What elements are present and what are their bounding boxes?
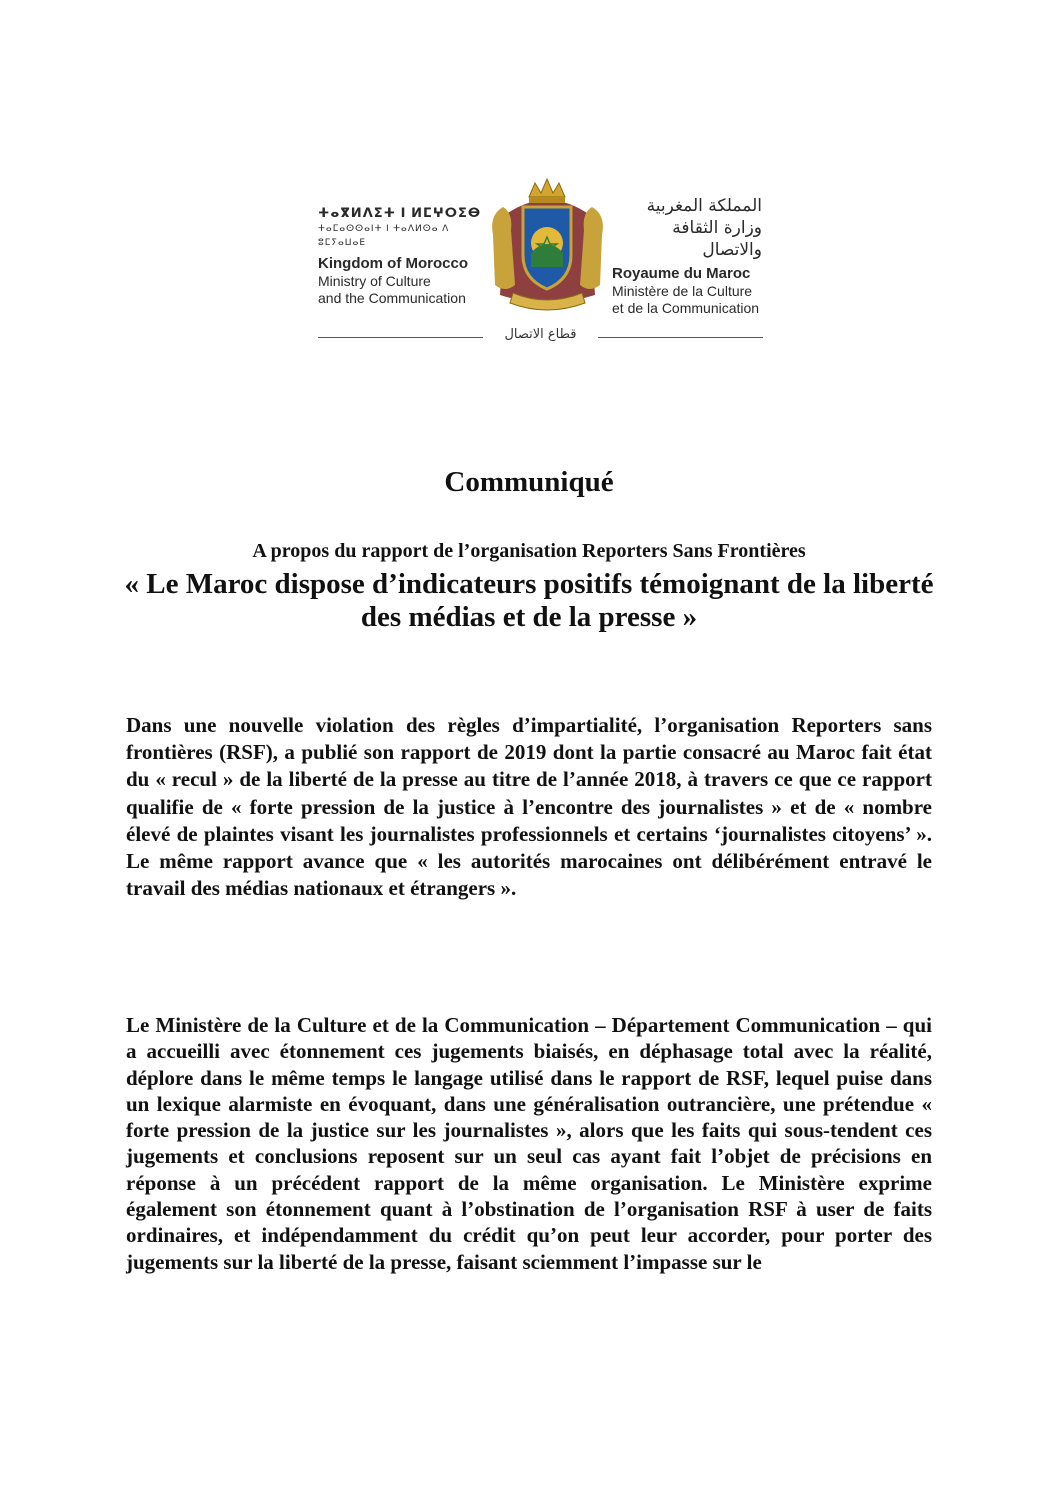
french-ministry-line1: Ministère de la Culture <box>612 283 753 299</box>
tifinagh-ministry-name: ⵜⴰⵎⴰⵙⵙⴰⵏⵜ ⵏ ⵜⴰⴷⵍⵙⴰ ⴷ ⵓⵎⵢⴰⵡⴰⴹ <box>318 223 450 247</box>
divider-rule-right <box>598 337 763 338</box>
english-ministry-line1: Ministry of Culture <box>318 273 431 289</box>
arabic-ministry-name: وزارة الثقافة والاتصال <box>672 218 762 260</box>
divider-rule-left <box>318 337 483 338</box>
english-kingdom-name: Kingdom of Morocco <box>318 255 468 272</box>
letterhead-right-block <box>612 195 762 317</box>
letterhead <box>300 175 770 355</box>
sector-divider <box>318 325 763 349</box>
document-subtitle: A propos du rapport de l’organisation Reporters Sans Frontières <box>252 540 806 562</box>
arabic-kingdom-name: المملكة المغربية <box>646 196 762 216</box>
body-paragraph-2: Le Ministère de la Culture et de la Communication – Département Communication – qui a accueilli avec étonnement ces jugements biaisés, en déphasage total avec la réalité, déplore dans le même temps le langage utilisé dans le rapport de RSF, lequel puise dans un lexique alarmiste en évoquant, dans une généralisation outrancière, une prétendue « forte pression de la justice sur les journalistes », alors que les faits qui sous-tendent ces jugements et conclusions reposent sur un seul cas ayant fait l’objet de précisions en réponse à un précédent rapport de la même organisation. Le Ministère exprime également son étonnement quant à l’obstination de l’organisation RSF à user de faits ordinaires, et indépendamment du crédit qu’on peut leur accorder, pour porter des jugements sur la liberté de la presse, faisant sciemment l’impasse sur le <box>126 1013 932 1274</box>
document-headline: « Le Maroc dispose d’indicateurs positifs témoignant de la liberté des médias et de la presse » <box>124 568 934 633</box>
letterhead-left-block <box>318 205 488 307</box>
sector-label: قطاع الاتصال <box>504 327 577 342</box>
tifinagh-kingdom-name: ⵜⴰⴳⵍⴷⵉⵜ ⵏ ⵍⵎⵖⵔⵉⴱ <box>318 205 482 220</box>
french-kingdom-name: Royaume du Maroc <box>612 265 751 282</box>
french-ministry-line2: et de la Communication <box>612 300 760 316</box>
coat-of-arms-icon <box>485 175 610 315</box>
english-ministry-line2: and the Communication <box>318 290 466 306</box>
page-title: Communiqué <box>444 466 614 498</box>
body-paragraph-1: Dans une nouvelle violation des règles d’impartialité, l’organisation Reporters sans frontières (RSF), a publié son rapport de 2019 dont la partie consacré au Maroc fait état du « recul » de la liberté de la presse au titre de l’année 2018, à travers ce que ce rapport qualifie de « forte pression de la justice à l’encontre des journalistes » et de « nombre élevé de plaintes visant les journalistes professionnels et certains ‘journalistes citoyens’ ». Le même rapport avance que « les autorités marocaines ont délibérément entravé le travail des médias nationaux et étrangers ». <box>126 713 932 901</box>
